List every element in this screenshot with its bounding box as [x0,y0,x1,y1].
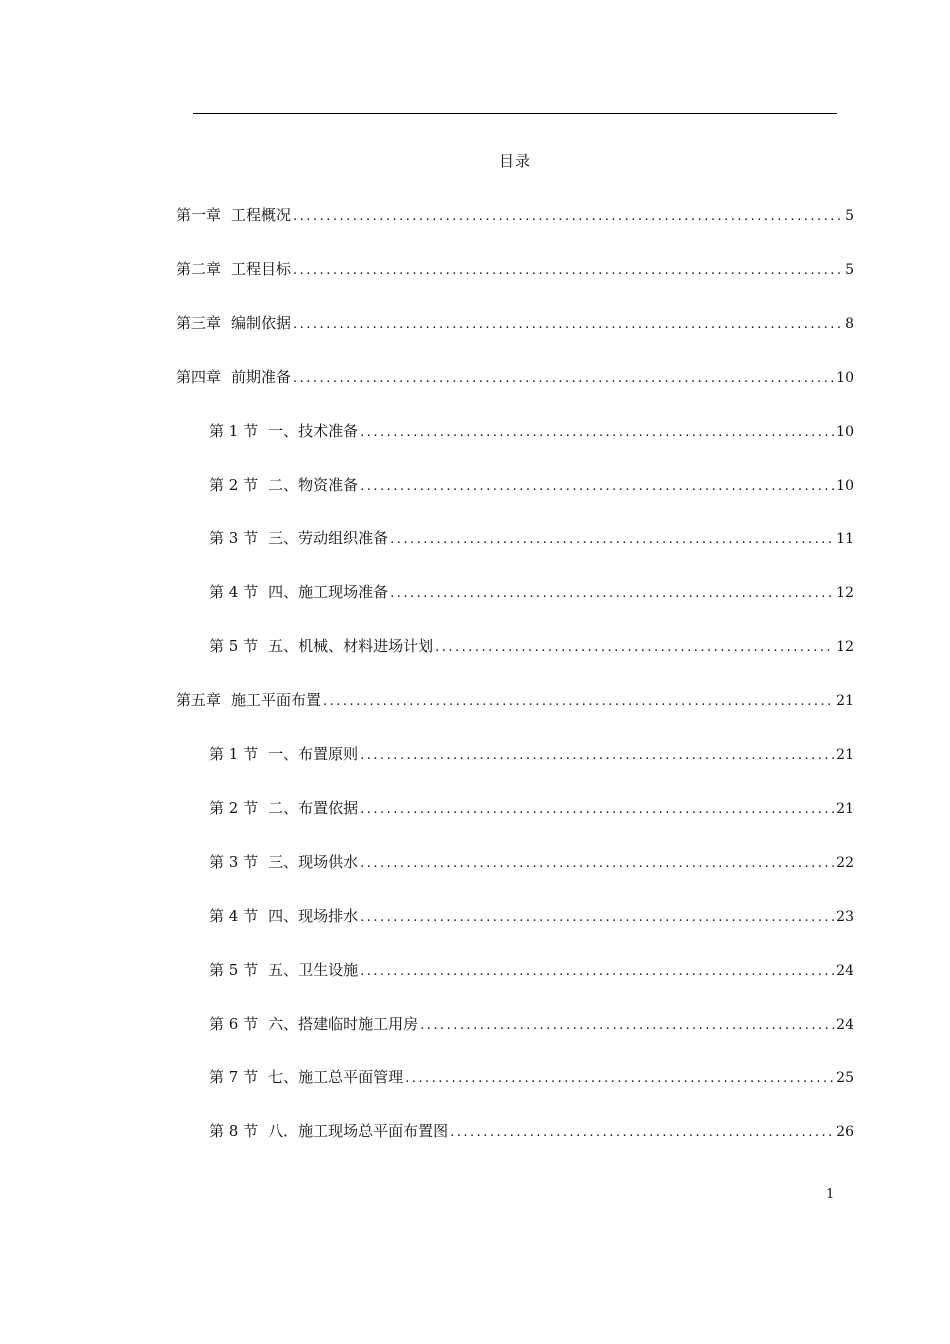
toc-entry-label [209,958,358,982]
toc-entry[interactable] [176,365,854,389]
toc-entry-page: 24 [836,1017,854,1033]
toc-entry-number: 第 4 节 [209,907,259,925]
toc-entry-text: 三、现场供水 [268,853,359,871]
toc-entry-text: 二、物资准备 [268,476,359,494]
toc-entry-page: 11 [836,531,854,547]
toc-entry-text: 八．施工现场总平面布置图 [268,1122,449,1140]
toc-entry-label [209,580,388,604]
toc-dot-leader [293,205,843,227]
toc-entry[interactable] [176,203,854,227]
toc-entry[interactable] [176,688,854,712]
toc-dot-leader [360,475,834,497]
toc-entry-text: 五、卫生设施 [268,961,359,979]
toc-entry-label [209,634,433,658]
toc-entry-label [176,257,291,281]
toc-dot-leader [360,906,834,928]
toc-entry[interactable] [209,419,854,443]
toc-entry-number: 第 1 节 [209,745,259,763]
toc-entry-number: 第 6 节 [209,1015,259,1033]
toc-entry[interactable] [209,904,854,928]
toc-entry-page: 10 [836,370,854,386]
toc-entry-page: 26 [836,1124,854,1140]
toc-entry-label [176,311,291,335]
toc-entry-page: 23 [836,909,854,925]
toc-entry-page: 10 [836,424,854,440]
toc-entry[interactable] [209,742,854,766]
toc-entry-page: 8 [845,316,854,332]
toc-entry-page: 10 [836,478,854,494]
toc-entry-number: 第 7 节 [209,1068,259,1086]
toc-entry-page: 25 [836,1070,854,1086]
toc-entry-text: 七、施工总平面管理 [268,1068,404,1086]
toc-entry-page: 12 [836,639,854,655]
toc-dot-leader [323,690,834,712]
toc-entry-label [209,526,388,550]
toc-entry-number: 第 5 节 [209,637,259,655]
toc-entry-text: 四、现场排水 [268,907,359,925]
toc-dot-leader [360,798,834,820]
toc-dot-leader [360,960,834,982]
toc-entry-number: 第 5 节 [209,961,259,979]
toc-entry-text: 工程目标 [231,260,292,278]
toc-entry-label [176,365,291,389]
toc-dot-leader [293,259,843,281]
toc-entry-page: 5 [845,208,854,224]
toc-entry-label [209,1065,403,1089]
toc-dot-leader [435,636,834,658]
toc-dot-leader [360,852,834,874]
toc-entry-text: 一、技术准备 [268,422,359,440]
toc-entry-number: 第 3 节 [209,853,259,871]
toc-entry-number: 第五章 [176,691,222,709]
toc-entry-number: 第 2 节 [209,799,259,817]
toc-dot-leader [293,367,834,389]
toc-entry-page: 21 [836,747,854,763]
toc-entry-page: 5 [845,262,854,278]
toc-entry-text: 施工平面布置 [231,691,322,709]
toc-entry-number: 第一章 [176,206,222,224]
toc-dot-leader [360,421,834,443]
toc-entry-label [209,1012,418,1036]
toc-entry-page: 24 [836,963,854,979]
toc-dot-leader [420,1014,834,1036]
toc-entry-number: 第 8 节 [209,1122,259,1140]
toc-dot-leader [405,1067,834,1089]
toc-title: 目录 [498,152,531,170]
toc-entry-label [176,203,291,227]
toc-dot-leader [390,528,834,550]
toc-dot-leader [360,744,834,766]
toc-entry[interactable] [209,526,854,550]
toc-entry-label [209,904,358,928]
toc-entry-page: 21 [836,801,854,817]
toc-entry[interactable] [209,1012,854,1036]
toc-entry[interactable] [209,958,854,982]
toc-entry-number: 第三章 [176,314,222,332]
toc-entry[interactable] [209,473,854,497]
toc-entry-text: 一、布置原则 [268,745,359,763]
toc-entry-label [209,796,358,820]
toc-entry-text: 前期准备 [231,368,292,386]
toc-dot-leader [390,582,834,604]
toc-entry-page: 12 [836,585,854,601]
toc-entry[interactable] [209,1065,854,1089]
toc-entry-text: 四、施工现场准备 [268,583,389,601]
toc-entry-text: 工程概况 [231,206,292,224]
toc-dot-leader [450,1121,834,1143]
toc-entry[interactable] [209,850,854,874]
toc-entry-number: 第 2 节 [209,476,259,494]
toc-entry-label [209,473,358,497]
toc-entry-number: 第二章 [176,260,222,278]
toc-entry-label [209,850,358,874]
toc-entry[interactable] [176,257,854,281]
toc-entry-label [209,419,358,443]
toc-entry-number: 第四章 [176,368,222,386]
toc-entry-number: 第 4 节 [209,583,259,601]
toc-entry[interactable] [209,1119,854,1143]
toc-entry-number: 第 3 节 [209,529,259,547]
toc-entry-text: 二、布置依据 [268,799,359,817]
toc-entry[interactable] [209,796,854,820]
toc-entry[interactable] [209,634,854,658]
toc-entry-label [209,1119,448,1143]
toc-entry-text: 三、劳动组织准备 [268,529,389,547]
toc-entry-page: 21 [836,693,854,709]
toc-entry-text: 五、机械、材料进场计划 [268,637,434,655]
toc-entry-number: 第 1 节 [209,422,259,440]
toc-entry-label [176,688,321,712]
toc-entry[interactable] [209,580,854,604]
page-number: 1 [826,1187,835,1202]
toc-entry-page: 22 [836,855,854,871]
toc-entry-label [209,742,358,766]
toc-entry[interactable] [176,311,854,335]
toc-entry-text: 六、搭建临时施工用房 [268,1015,419,1033]
toc-dot-leader [293,313,843,335]
toc-entry-text: 编制依据 [231,314,292,332]
